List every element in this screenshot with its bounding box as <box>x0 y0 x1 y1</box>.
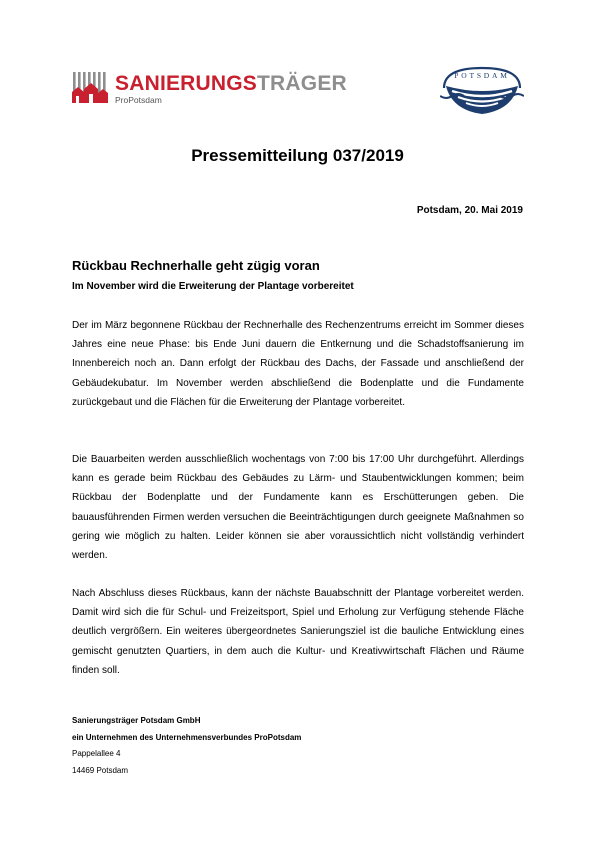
logo-wordmark <box>115 72 347 96</box>
body-paragraph: Nach Abschluss dieses Rückbaus, kann der nächste Bauabschnitt der Plantage vorbereitet werden. Damit wird sich die für Schul- und Freizeitsport, Spiel und Erholung zur Verfügung stehende Fläche deutlich vergrößern. Ein weiteres übergeordnetes Sanierungsziel ist die bauliche Entwicklung eines gemischt genutzten Quartiers, in dem auch die Kultur- und Kreativwirtschaft Flächen und Räume finden soll. <box>72 588 524 676</box>
document-title: Pressemitteilung 037/2019 <box>191 146 404 165</box>
footer-street: Pappelallee 4 <box>72 749 121 759</box>
logo-subtext: ProPotsdam <box>115 95 162 105</box>
building-bars-icon <box>72 68 110 104</box>
potsdam-logo <box>440 66 524 122</box>
subheadline: Im November wird die Erweiterung der Plantage vorbereitet <box>72 281 354 292</box>
sanierungstraeger-logo <box>72 68 347 108</box>
footer-city: 14469 Potsdam <box>72 766 129 776</box>
date-line: Potsdam, 20. Mai 2019 <box>416 205 523 216</box>
footer-company: Sanierungsträger Potsdam GmbH <box>72 716 201 725</box>
logo-wordmark-grey: TRÄGER <box>257 72 347 95</box>
body-paragraph: Der im März begonnene Rückbau der Rechnerhalle des Rechenzentrums erreicht im Sommer dieses Jahres eine neue Phase: bis Ende Juni dauern die Entkernung und die Schadstoffsanierung im Innenbereich noch an. Dann erfolgt der Rückbau des Dachs, der Fassade und anschließend der Gebäudekubatur. Im November werden abschließend die Bodenplatte und die Fundamente zurückgebaut und die Flächen für die Erweiterung der Plantage vorbereitet. <box>72 320 524 408</box>
headline: Rückbau Rechnerhalle geht zügig voran <box>72 258 320 273</box>
footer-group: ein Unternehmen des Unternehmensverbundes ProPotsdam <box>72 732 302 742</box>
body-paragraph: Die Bauarbeiten werden ausschließlich wochentags von 7:00 bis 17:00 Uhr durchgeführt. Allerdings kann es gerade beim Rückbau des Gebäudes zu Lärm- und Staubentwicklungen kommen; beim Rückbau der Bodenplatte und der Fundamente kann es Erschütterungen geben. Die bauausführenden Firmen werden versuchen die Beeinträchtigungen durch geeignete Maßnahmen so gering wie möglich zu halten. Leider können sie aber voraussichtlich nicht vollständig verhindert werden. <box>72 454 524 562</box>
potsdam-logo-label: POTSDAM <box>454 71 510 80</box>
logo-wordmark-red: SANIERUNGS <box>115 72 258 95</box>
footer-address <box>72 713 301 780</box>
